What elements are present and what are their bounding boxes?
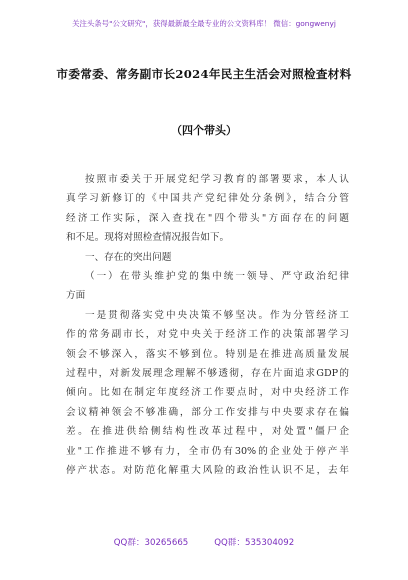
document-body	[66, 170, 349, 481]
body-line: 过程中，对新发展理念理解不够透彻，存在片面追求GDP的	[66, 368, 349, 380]
body-line: 业"工作推进不够有力，全市仍有30%的企业处于停产半	[66, 445, 349, 457]
document-title: 市委常委、常务副市长2024年民主生活会对照检查材料	[56, 67, 352, 81]
body-line: 领会不够深入，落实不够到位。特别是在推进高质量发展	[66, 348, 349, 360]
body-line: 经济工作实际，深入查找在"四个带头"方面存在的问题	[66, 212, 349, 224]
header-banner: 关注头条号"公文研究"，获得最新最全最专业的公文资料库！ 微信：gongwenyj	[72, 19, 336, 28]
body-line: 真学习新修订的《中国共产党纪律处分条例》，结合分管	[66, 193, 349, 205]
body-line: 停产状态。对防范化解重大风险的政治性认识不足，去年	[66, 465, 349, 477]
footer-contacts	[0, 536, 408, 548]
body-line: 一、存在的突出问题	[85, 251, 172, 263]
body-line: 方面	[66, 290, 86, 302]
body-line: 作的常务副市长，对党中央关于经济工作的决策部署学习	[66, 329, 349, 341]
body-line: 一是贯彻落实党中央决策不够坚决。作为分管经济工	[85, 309, 349, 321]
qq-group-2: QQ群：535304092	[214, 538, 295, 548]
body-line: 差。在推进供给侧结构性改革过程中，对处置"僵尸企	[66, 426, 349, 438]
body-line: （一）在带头维护党的集中统一领导、严守政治纪律	[85, 271, 349, 283]
qq-group-1: QQ群：30265665	[113, 538, 189, 548]
body-line: 会议精神领会不够准确，部分工作安排与中央要求存在偏	[66, 406, 349, 418]
body-line: 倾向。比如在制定年度经济工作要点时，对中央经济工作	[66, 387, 349, 399]
document-subtitle: （四个带头）	[171, 124, 237, 137]
body-line: 和不足。现将对照检查情况报告如下。	[66, 232, 230, 244]
body-line: 按照市委关于开展党纪学习教育的部署要求，本人认	[85, 174, 349, 185]
